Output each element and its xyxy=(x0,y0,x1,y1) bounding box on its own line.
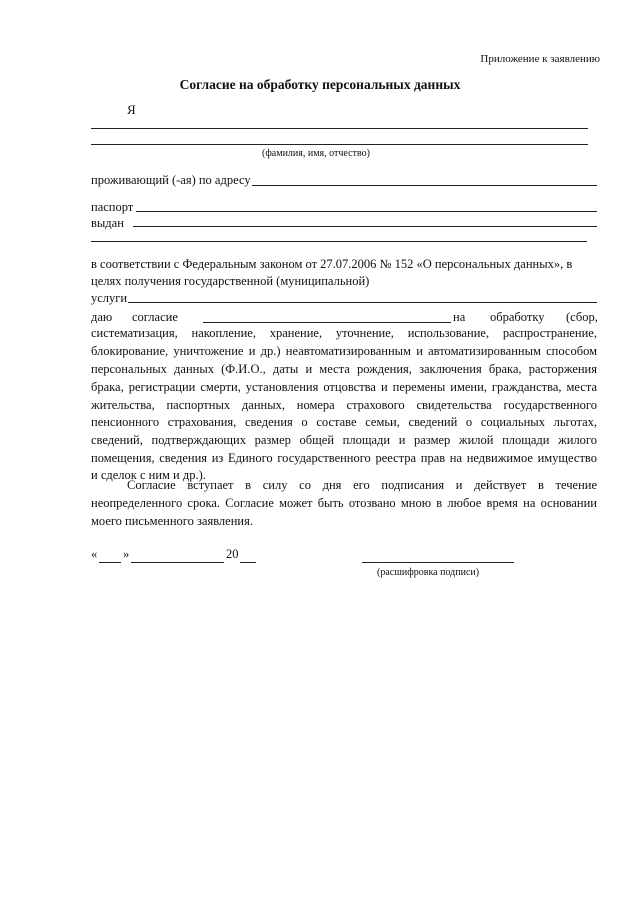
issued-label: выдан xyxy=(91,216,124,230)
term-line-2: неопределенного срока. Согласие может быть отозвано мною в любое время на основании xyxy=(91,496,597,510)
service-line[interactable] xyxy=(128,302,597,303)
date-month-line[interactable] xyxy=(131,562,224,563)
term-line-1: Согласие вступает в силу со дня его подписания и действует в течение xyxy=(127,478,597,492)
signature-caption: (расшифровка подписи) xyxy=(377,567,480,578)
fio-line-1[interactable] xyxy=(91,128,588,129)
attachment-note: Приложение к заявлению xyxy=(480,53,600,65)
passport-label: паспорт xyxy=(91,200,134,214)
law-text-line-1: в соответствии с Федеральным законом от 27.07.2006 № 152 «О персональных данных», в xyxy=(91,257,573,271)
consent-on: на xyxy=(453,310,466,324)
date-open-quote: « xyxy=(91,547,98,561)
body-line: сведений, подтверждающих размер общей площади и размер жилой площади жилого xyxy=(91,433,597,447)
consent-processing: обработку xyxy=(490,310,545,324)
address-label: проживающий (-ая) по адресу xyxy=(91,173,251,187)
body-line: жительства, паспортных данных, номера страхового свидетельства государственного xyxy=(91,398,597,412)
body-last-line: и сделок с ним и др.). xyxy=(91,468,206,482)
consent-word: согласие xyxy=(132,310,178,324)
fio-line-2[interactable] xyxy=(91,144,588,145)
i-label: Я xyxy=(127,102,136,117)
body-line: брака, регистрации смерти, установления отцовства и перемены имени, гражданства, места xyxy=(91,380,597,394)
consent-recipient-line[interactable] xyxy=(203,322,451,323)
date-day-line[interactable] xyxy=(99,562,121,563)
body-line: систематизация, накопление, хранение, уточнение, использование, распространение, xyxy=(91,326,597,340)
body-line: помещения, сведения из Единого государственного реестра прав на недвижимое имущество xyxy=(91,451,597,465)
consent-give: даю xyxy=(91,310,113,324)
signature-line[interactable] xyxy=(362,562,514,563)
passport-line[interactable] xyxy=(136,211,597,212)
service-label: услуги xyxy=(91,291,128,305)
body-line: блокирование, уничтожение и др.) неавтоматизированным и автоматизированным способом xyxy=(91,344,597,358)
law-text-line-2: целях получения государственной (муниципальной) xyxy=(91,274,370,288)
body-line: персональных данных (Ф.И.О., даты и места рождения, заключения брака, расторжения xyxy=(91,362,597,376)
address-line[interactable] xyxy=(252,185,597,186)
date-year-line[interactable] xyxy=(240,562,256,563)
consent-open: (сбор, xyxy=(566,310,598,324)
issued-line[interactable] xyxy=(133,226,597,227)
date-close-quote: » xyxy=(123,547,130,561)
term-line-3: моего письменного заявления. xyxy=(91,514,253,528)
page-title: Согласие на обработку персональных данных xyxy=(179,77,461,92)
fio-caption: (фамилия, имя, отчество) xyxy=(262,148,370,159)
issued-line-2[interactable] xyxy=(91,241,587,242)
body-line: пенсионного страхования, сведения о составе семьи, сведений о социальных льготах, xyxy=(91,415,597,429)
date-year-prefix: 20 xyxy=(226,547,239,561)
